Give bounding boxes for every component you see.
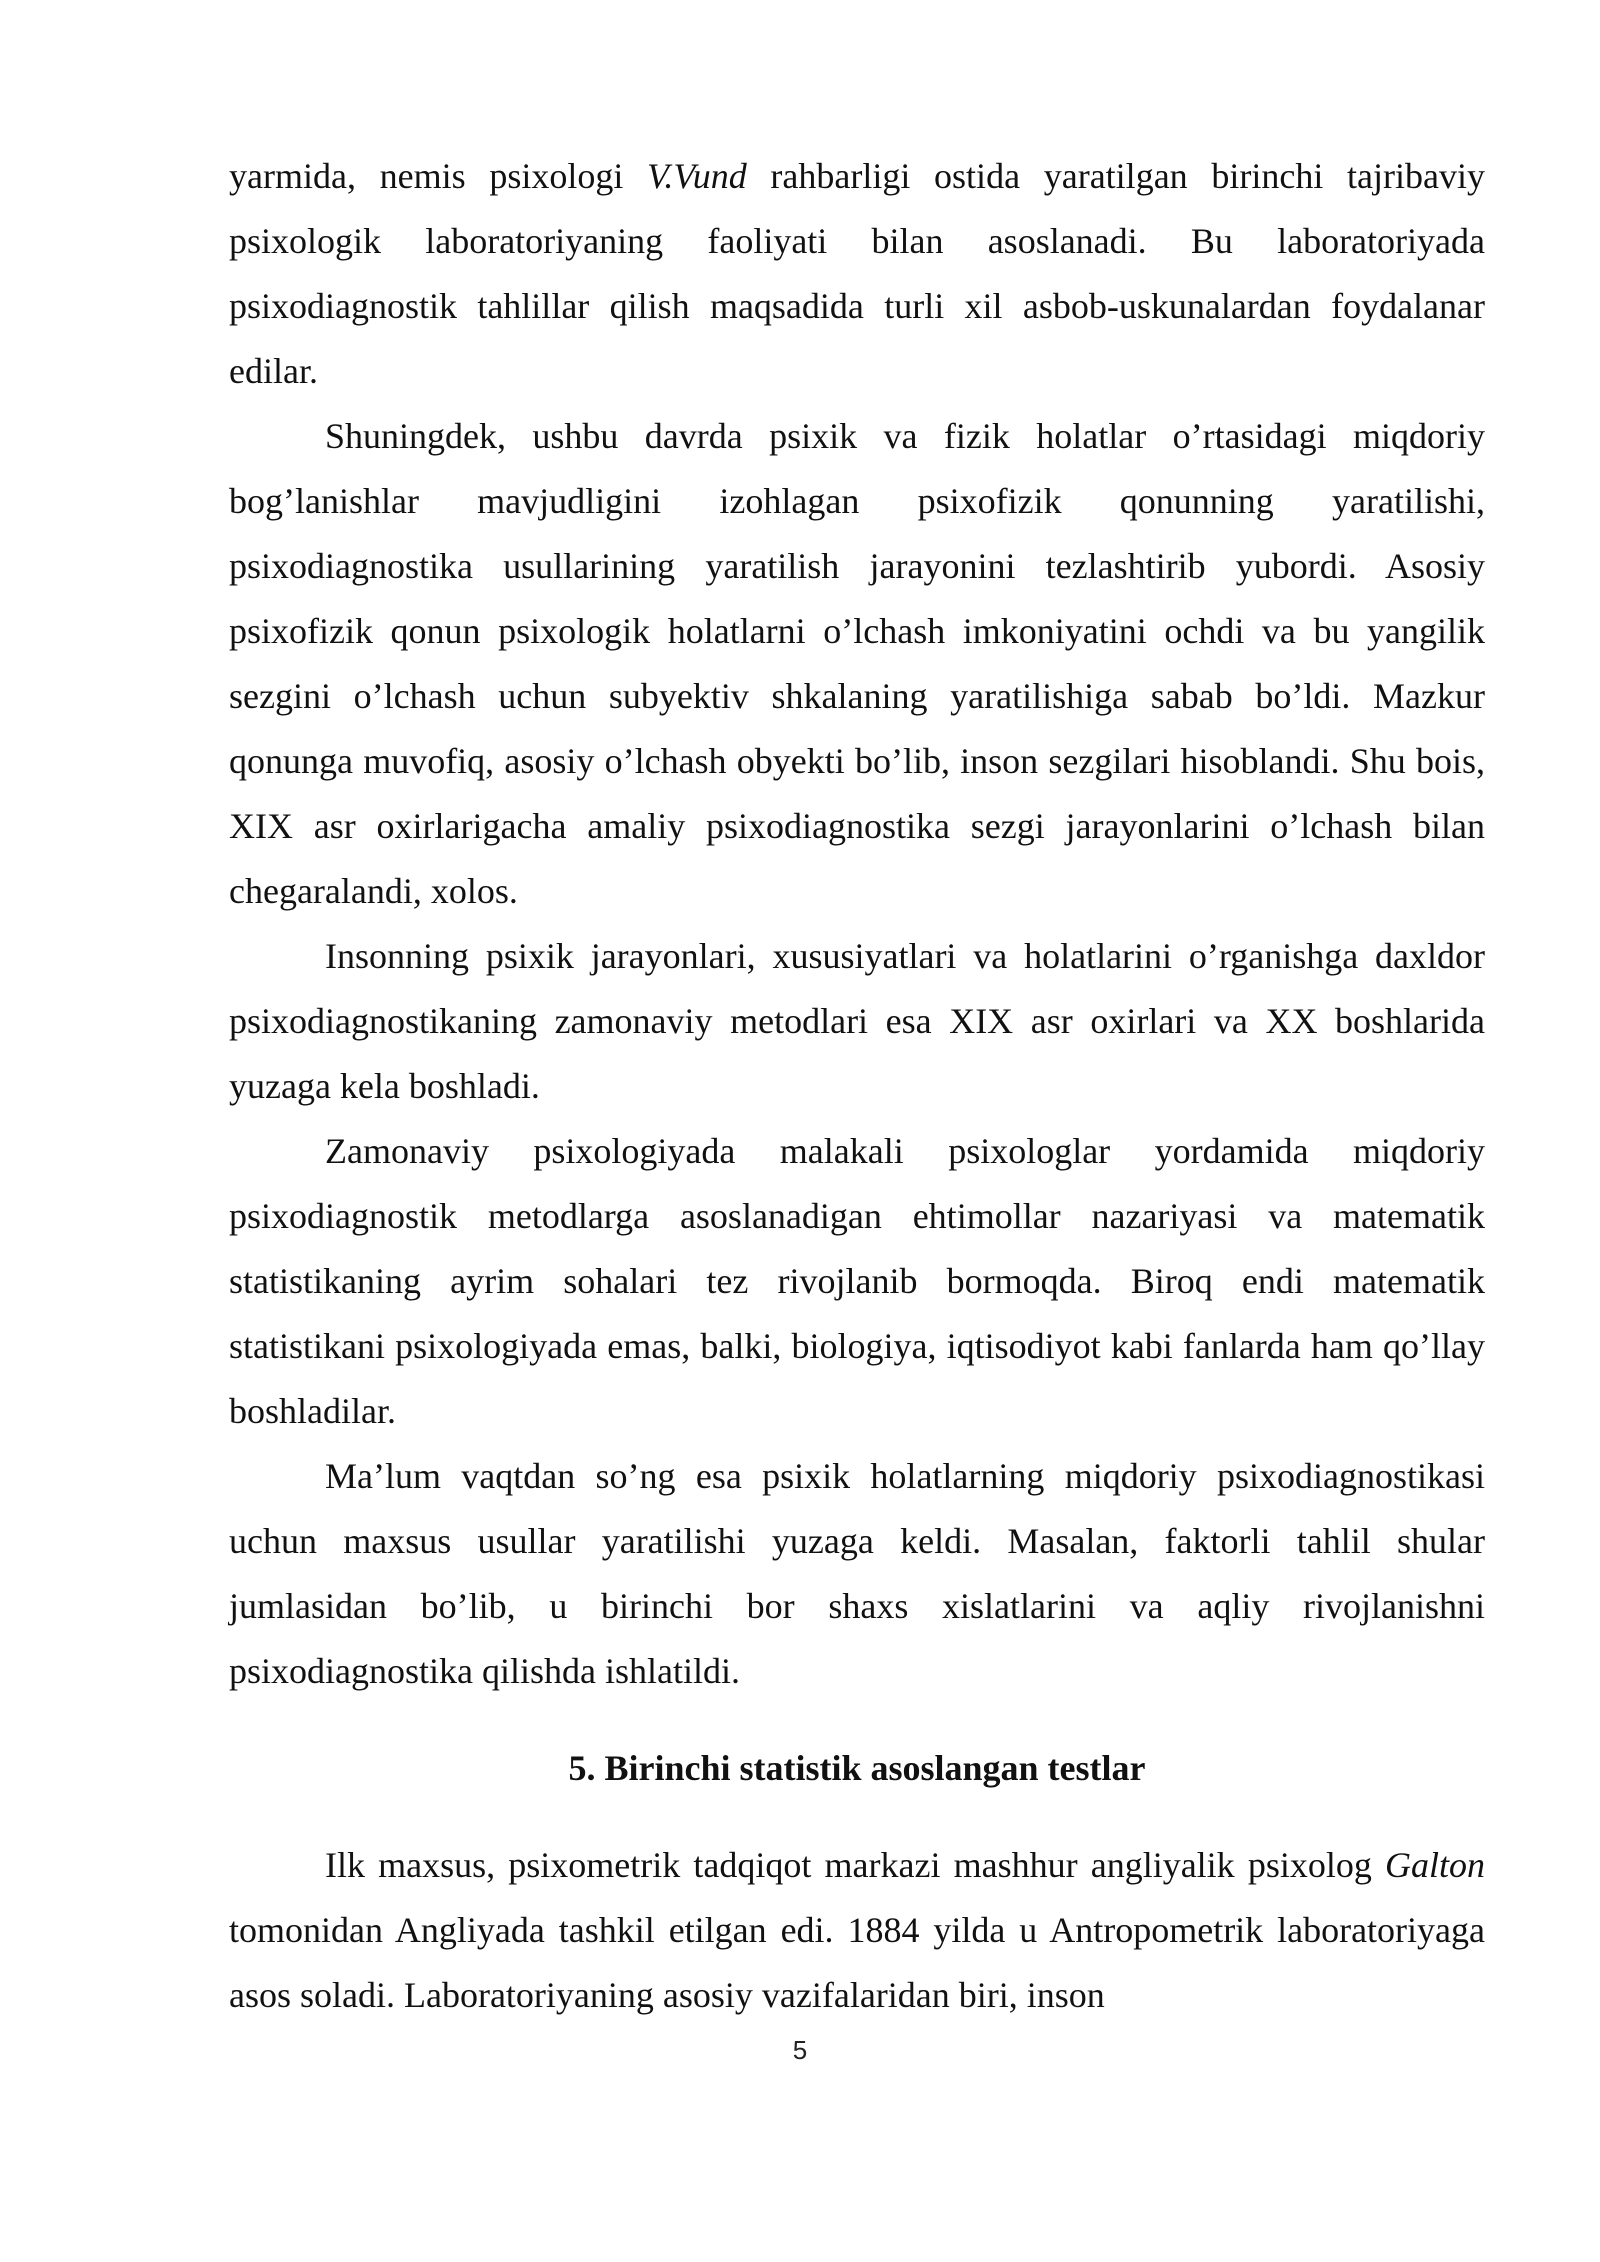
section-heading: 5. Birinchi statistik asoslangan testlar: [568, 1748, 1146, 1788]
paragraph-text: Ilk maxsus, psixometrik tadqiqot markazi mashhur angliyalik psixolog: [325, 1845, 1385, 1885]
paragraph-continuation: [229, 144, 1485, 404]
paragraph: Zamonaviy psixologiyada malakali psixologlar yordamida miqdoriy psixodiagnostik metodlarga asoslanadigan ehtimollar nazariyasi va matematik statistikaning ayrim sohalari tez rivojlanib bormoqda. Biroq endi matematik statistikani psixologiyada emas, balki, biologiya, iqtisodiyot kabi fanlarda ham qo’llay boshladilar.: [229, 1131, 1485, 1431]
paragraph: Ma’lum vaqtdan so’ng esa psixik holatlarning miqdoriy psixodiagnostikasi uchun maxsus usullar yaratilishi yuzaga keldi. Masalan, faktorli tahlil shular jumlasidan bo’lib, u birinchi bor shaxs xislatlarini va aqliy rivojlanishni psixodiagnostika qilishda ishlatildi.: [229, 1456, 1485, 1691]
document-body: [229, 144, 1485, 2028]
paragraph: [229, 1833, 1485, 2028]
paragraph-text: tomonidan Angliyada tashkil etilgan edi. 1884 yilda u Antropometrik laboratoriyaga asos soladi. Laboratoriyaning asosiy vazifalaridan biri, inson: [229, 1910, 1485, 2015]
paragraph: Shuningdek, ushbu davrda psixik va fizik holatlar o’rtasidagi miqdoriy bog’lanishlar mavjudligini izohlagan psixofizik qonunning yaratilishi, psixodiagnostika usullarining yaratilish jarayonini tezlashtirib yubordi. Asosiy psixofizik qonun psixologik holatlarni o’lchash imkoniyatini ochdi va bu yangilik sezgini o’lchash uchun subyektiv shkalaning yaratilishiga sabab bo’ldi. Mazkur qonunga muvofiq, asosiy o’lchash obyekti bo’lib, inson sezgilari hisoblandi. Shu bois, XIX asr oxirlarigacha amaliy psixodiagnostika sezgi jarayonlarini o’lchash bilan chegaralandi, xolos.: [229, 416, 1485, 911]
author-name-italic: V.Vund: [647, 156, 747, 196]
author-name-italic: Galton: [1384, 1845, 1485, 1885]
page-number: 5: [792, 2035, 808, 2065]
paragraph: Insonning psixik jarayonlari, xususiyatlari va holatlarini o’rganishga daxldor psixodiagnostikaning zamonaviy metodlari esa XIX asr oxirlari va XX boshlarida yuzaga kela boshladi.: [229, 936, 1485, 1106]
paragraph-text: yarmida, nemis psixologi: [229, 156, 648, 196]
paragraph-text: rahbarligi ostida yaratilgan birinchi tajribaviy psixologik laboratoriyaning faoliyati bilan asoslanadi. Bu laboratoriyada psixodiagnostik tahlillar qilish maqsadida turli xil asbob-uskunalardan foydalanar edilar.: [229, 156, 1485, 391]
